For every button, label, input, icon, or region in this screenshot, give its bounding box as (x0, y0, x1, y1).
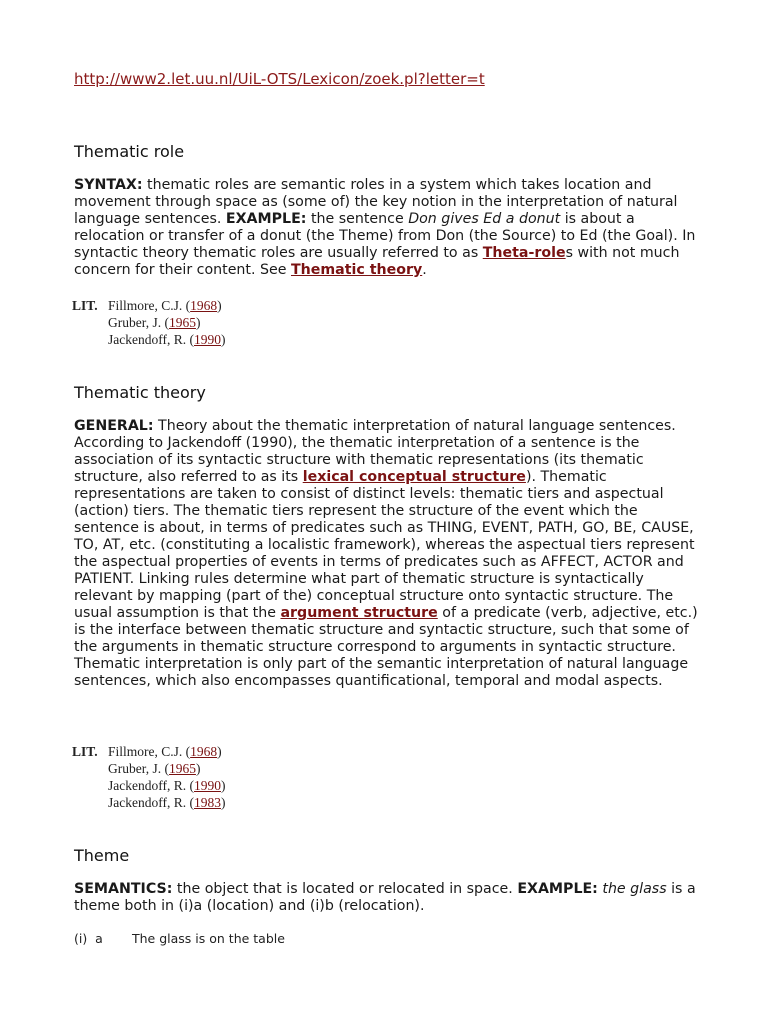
lit-author: Jackendoff, R. ( (108, 795, 194, 810)
lit-reference (108, 760, 200, 777)
lit-author: Jackendoff, R. ( (108, 332, 194, 347)
text: the sentence (306, 211, 409, 227)
text: Theory about the thematic interpretation of natural language sentences. According to Jackendoff (1990), the thematic interpretation of a sentence is the association of its syntactic structure with thematic representations (its thematic structure, also referred to as its (74, 418, 676, 485)
thematic-theory-link[interactable]: Thematic theory (290, 262, 423, 278)
lit-year-link[interactable]: 1968 (190, 298, 218, 313)
text: of a predicate (verb, adjective, etc.) is the interface between thematic structure and syntactic structure, such that some of the arguments in thematic structure correspond to arguments in syntactic structure. Thematic interpretation is only part of the semantic interpretation of natural language sentences, which also encompasses quantificational, temporal and modal aspects. (74, 605, 698, 689)
text: is a theme both in (i)a (location) and (i)b (relocation). (74, 881, 696, 914)
lit-close: ) (217, 744, 222, 759)
text: is about a relocation or transfer of a donut (the Theme) from Don (the Source) to Ed (the Goal). In syntactic theory thematic roles are usually referred to as (74, 211, 696, 261)
lit-label: LIT. (72, 744, 98, 759)
example-label: EXAMPLE: (225, 211, 307, 227)
theme-definition (74, 881, 702, 915)
lit-close: ) (220, 332, 226, 347)
lit-author: Fillmore, C.J. ( (108, 298, 191, 313)
lit-reference (108, 777, 225, 794)
example-text: The glass is on the table (132, 931, 285, 946)
lit-year-link[interactable]: 1965 (168, 315, 196, 330)
source-url-link[interactable]: http://www2.let.uu.nl/UiL-OTS/Lexicon/zoek.pl?letter=t (74, 70, 485, 88)
lit-close: ) (220, 795, 226, 810)
thematic-role-definition (74, 177, 702, 279)
theta-role-link[interactable]: Theta-role (482, 245, 566, 261)
lit-close: ) (217, 298, 222, 313)
thematic-theory-definition (74, 418, 702, 690)
heading-theme: Theme (74, 846, 130, 865)
lit-reference (108, 297, 222, 314)
lit-author: Gruber, J. ( (108, 761, 169, 776)
text: . (422, 262, 427, 278)
example-sentence: Don gives Ed a donut (408, 211, 561, 227)
lit-year-link[interactable]: 1983 (193, 795, 221, 810)
text: s with not much concern for their content. See (74, 245, 680, 278)
argument-structure-link[interactable]: argument structure (280, 605, 438, 621)
example-label: EXAMPLE: (517, 881, 598, 897)
syntax-label: SYNTAX: (74, 177, 143, 193)
lit-close: ) (195, 315, 201, 330)
lit-reference (108, 794, 225, 811)
text: ). Thematic representations are taken to consist of distinct levels: thematic tiers and aspectual (action) tiers. The thematic tiers represent the structure of the event which the sentence is about, in terms of predicates such as THING, EVENT, PATH, GO, BE, CAUSE, TO, AT, etc. (constituting a localistic framework), whereas the aspectual tiers represent the aspectual properties of events in terms of predicates such as AFFECT, ACTOR and PATIENT. Linking rules determine what part of thematic structure is syntactically relevant by mapping (part of the) conceptual structure onto syntactic structure. The usual assumption is that the (74, 469, 695, 621)
example-number: (i) a (74, 931, 103, 946)
lit-year-link[interactable]: 1990 (193, 778, 221, 793)
lit-close: ) (220, 778, 226, 793)
heading-thematic-theory: Thematic theory (74, 383, 206, 402)
text: thematic roles are semantic roles in a system which takes location and movement through space as (some of) the key notion in the interpretation of natural language sentences. (74, 177, 678, 227)
lit-year-link[interactable]: 1968 (190, 744, 218, 759)
general-label: GENERAL: (74, 418, 154, 434)
lit-reference (108, 331, 225, 348)
lit-author: Fillmore, C.J. ( (108, 744, 191, 759)
lit-year-link[interactable]: 1990 (193, 332, 221, 347)
lit-author: Jackendoff, R. ( (108, 778, 194, 793)
lit-year-link[interactable]: 1965 (168, 761, 196, 776)
lexical-conceptual-structure-link[interactable]: lexical conceptual structure (302, 469, 526, 485)
lit-author: Gruber, J. ( (108, 315, 169, 330)
lit-reference (108, 743, 222, 760)
lit-reference (108, 314, 200, 331)
text: the object that is located or relocated in space. (172, 881, 518, 897)
example-phrase: the glass (602, 881, 667, 897)
heading-thematic-role: Thematic role (74, 142, 185, 161)
lit-close: ) (195, 761, 201, 776)
lit-label: LIT. (72, 298, 98, 313)
semantics-label: SEMANTICS: (74, 881, 173, 897)
